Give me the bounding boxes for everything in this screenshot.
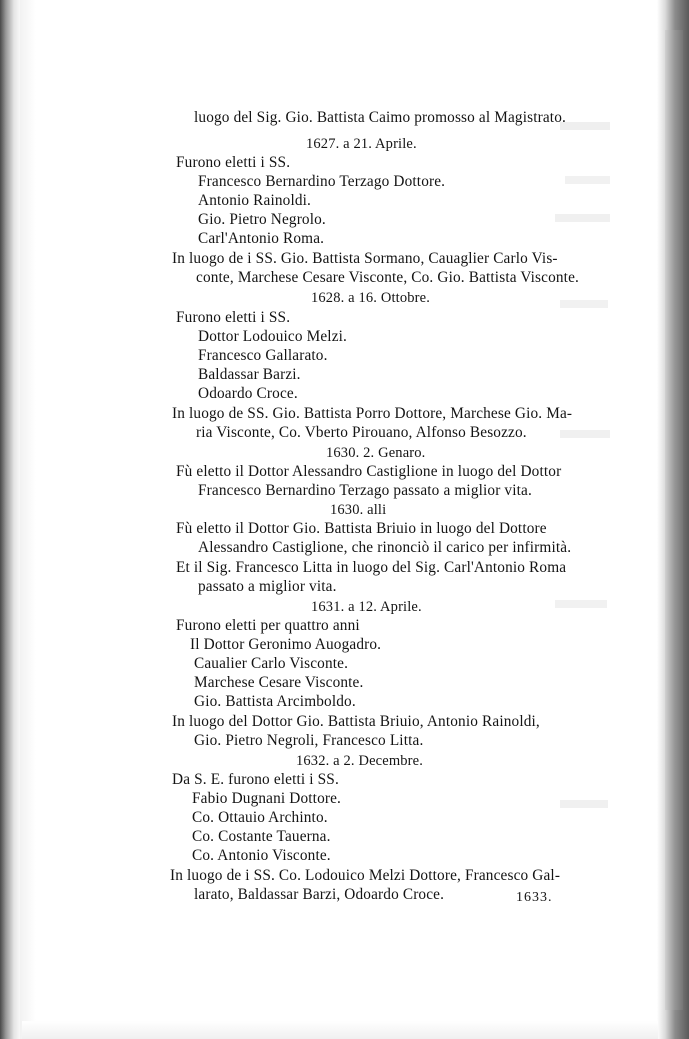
show-through-mark	[555, 600, 607, 608]
text-line: In luogo de i SS. Co. Lodouico Melzi Dottore, Francesco Gal-	[170, 867, 561, 884]
text-line: passato a miglior vita.	[198, 578, 337, 595]
text-line: In luogo del Dottor Gio. Battista Briuio, Antonio Rainoldi,	[172, 713, 540, 730]
text-line: larato, Baldassar Barzi, Odoardo Croce.	[194, 886, 445, 903]
text-line: Francesco Bernardino Terzago Dottore.	[198, 173, 446, 190]
text-line: Alessandro Castiglione, che rinonciò il carico per infirmità.	[198, 539, 572, 556]
show-through-mark	[565, 176, 610, 184]
text-line: Gio. Battista Arcimboldo.	[194, 693, 356, 710]
text-line: ria Visconte, Co. Vberto Pirouano, Alfonso Besozzo.	[196, 424, 527, 441]
text-line: luogo del Sig. Gio. Battista Caimo promosso al Magistrato.	[194, 109, 566, 126]
text-line: Co. Ottauio Archinto.	[192, 809, 328, 826]
text-line: Antonio Rainoldi.	[198, 192, 312, 209]
text-line: Gio. Pietro Negrolo.	[198, 211, 326, 228]
date-heading: 1627. a 21. Aprile.	[306, 136, 417, 152]
text-line: In luogo de i SS. Gio. Battista Sormano, Cauaglier Carlo Vis-	[172, 250, 558, 267]
text-line: Co. Costante Tauerna.	[192, 828, 331, 845]
show-through-mark	[560, 800, 608, 808]
text-line: Furono eletti i SS.	[176, 154, 291, 171]
date-heading: 1630. 2. Genaro.	[326, 445, 426, 461]
text-line: Carl'Antonio Roma.	[198, 230, 325, 247]
text-line: Fabio Dugnani Dottore.	[192, 790, 342, 807]
date-heading: 1631. a 12. Aprile.	[311, 599, 422, 615]
text-line: Baldassar Barzi.	[198, 366, 301, 383]
text-line: Fù eletto il Dottor Gio. Battista Briuio in luogo del Dottore	[176, 520, 547, 537]
date-heading: 1628. a 16. Ottobre.	[311, 290, 430, 306]
book-spine-shadow	[0, 0, 22, 1039]
text-line: Furono eletti i SS.	[176, 309, 291, 326]
show-through-mark	[560, 300, 608, 308]
text-line: Francesco Bernardino Terzago passato a miglior vita.	[198, 482, 532, 499]
show-through-mark	[560, 430, 610, 438]
text-line: Gio. Pietro Negroli, Francesco Litta.	[194, 732, 424, 749]
show-through-mark	[560, 122, 610, 130]
text-line: Odoardo Croce.	[198, 385, 298, 402]
date-heading: 1630. alli	[330, 502, 387, 518]
paper-bottom-margin	[22, 1021, 658, 1039]
text-line: Fù eletto il Dottor Alessandro Castiglione in luogo del Dottor	[176, 463, 562, 480]
text-line: Co. Antonio Visconte.	[192, 847, 331, 864]
text-line: Et il Sig. Francesco Litta in luogo del Sig. Carl'Antonio Roma	[176, 559, 567, 576]
text-line: Caualier Carlo Visconte.	[194, 655, 349, 672]
text-line: In luogo de SS. Gio. Battista Porro Dottore, Marchese Gio. Ma-	[172, 405, 573, 422]
page-stack-edges	[665, 30, 683, 1010]
catchword: 1633.	[516, 890, 553, 905]
gutter-shade	[20, 0, 36, 1039]
show-through-mark	[555, 214, 610, 222]
text-line: conte, Marchese Cesare Visconte, Co. Gio. Battista Visconte.	[196, 269, 579, 286]
text-line: Da S. E. furono eletti i SS.	[172, 771, 339, 788]
text-line: Furono eletti per quattro anni	[176, 617, 360, 634]
text-line: Dottor Lodouico Melzi.	[198, 328, 348, 345]
text-line: Il Dottor Geronimo Auogadro.	[190, 636, 382, 653]
date-heading: 1632. a 2. Decembre.	[296, 753, 424, 769]
text-line: Marchese Cesare Visconte.	[194, 674, 364, 691]
text-line: Francesco Gallarato.	[198, 347, 328, 364]
